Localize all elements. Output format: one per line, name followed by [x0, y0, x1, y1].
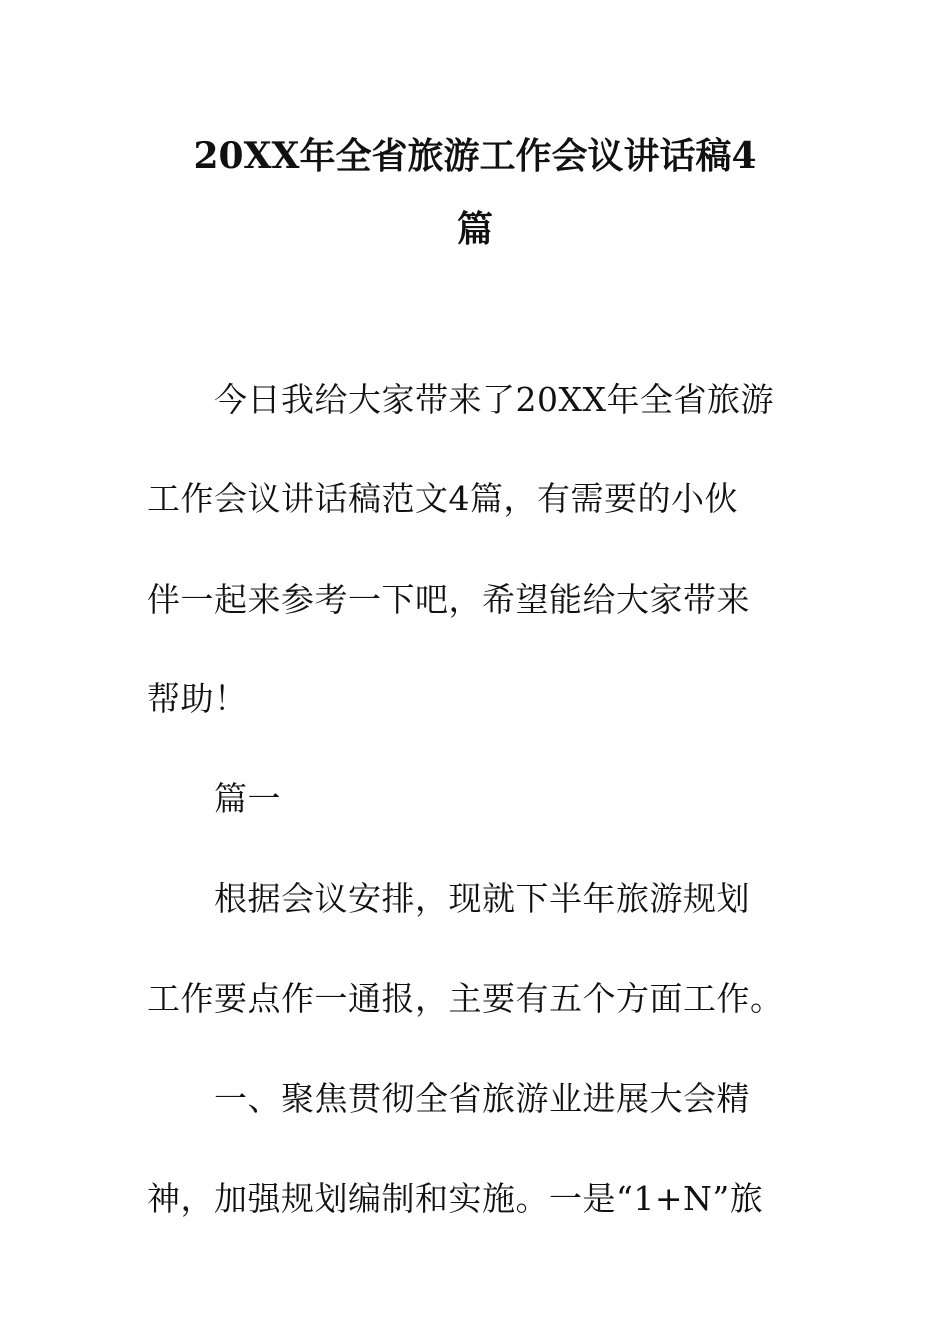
paragraph-line: 工作会议讲话稿范文4篇，有需要的小伙: [147, 479, 738, 518]
paragraph-line: 伴一起来参考一下吧，希望能给大家带来: [147, 580, 750, 619]
paragraph-line: 帮助！: [147, 679, 248, 718]
paragraph-line: 工作要点作一通报，主要有五个方面工作。: [147, 979, 784, 1018]
paragraph-line: 神，加强规划编制和实施。一是“1+N”旅: [147, 1179, 764, 1218]
paragraph-line: 今日我给大家带来了20XX年全省旅游: [214, 380, 774, 419]
paragraph-line: 根据会议安排，现就下半年旅游规划: [214, 879, 750, 918]
document-title-line-1: 20XX年全省旅游工作会议讲话稿4: [193, 135, 757, 177]
document-title-line-2: 篇: [456, 208, 493, 250]
section-heading: 篇一: [214, 779, 281, 818]
paragraph-line: 一、聚焦贯彻全省旅游业进展大会精: [214, 1079, 750, 1118]
